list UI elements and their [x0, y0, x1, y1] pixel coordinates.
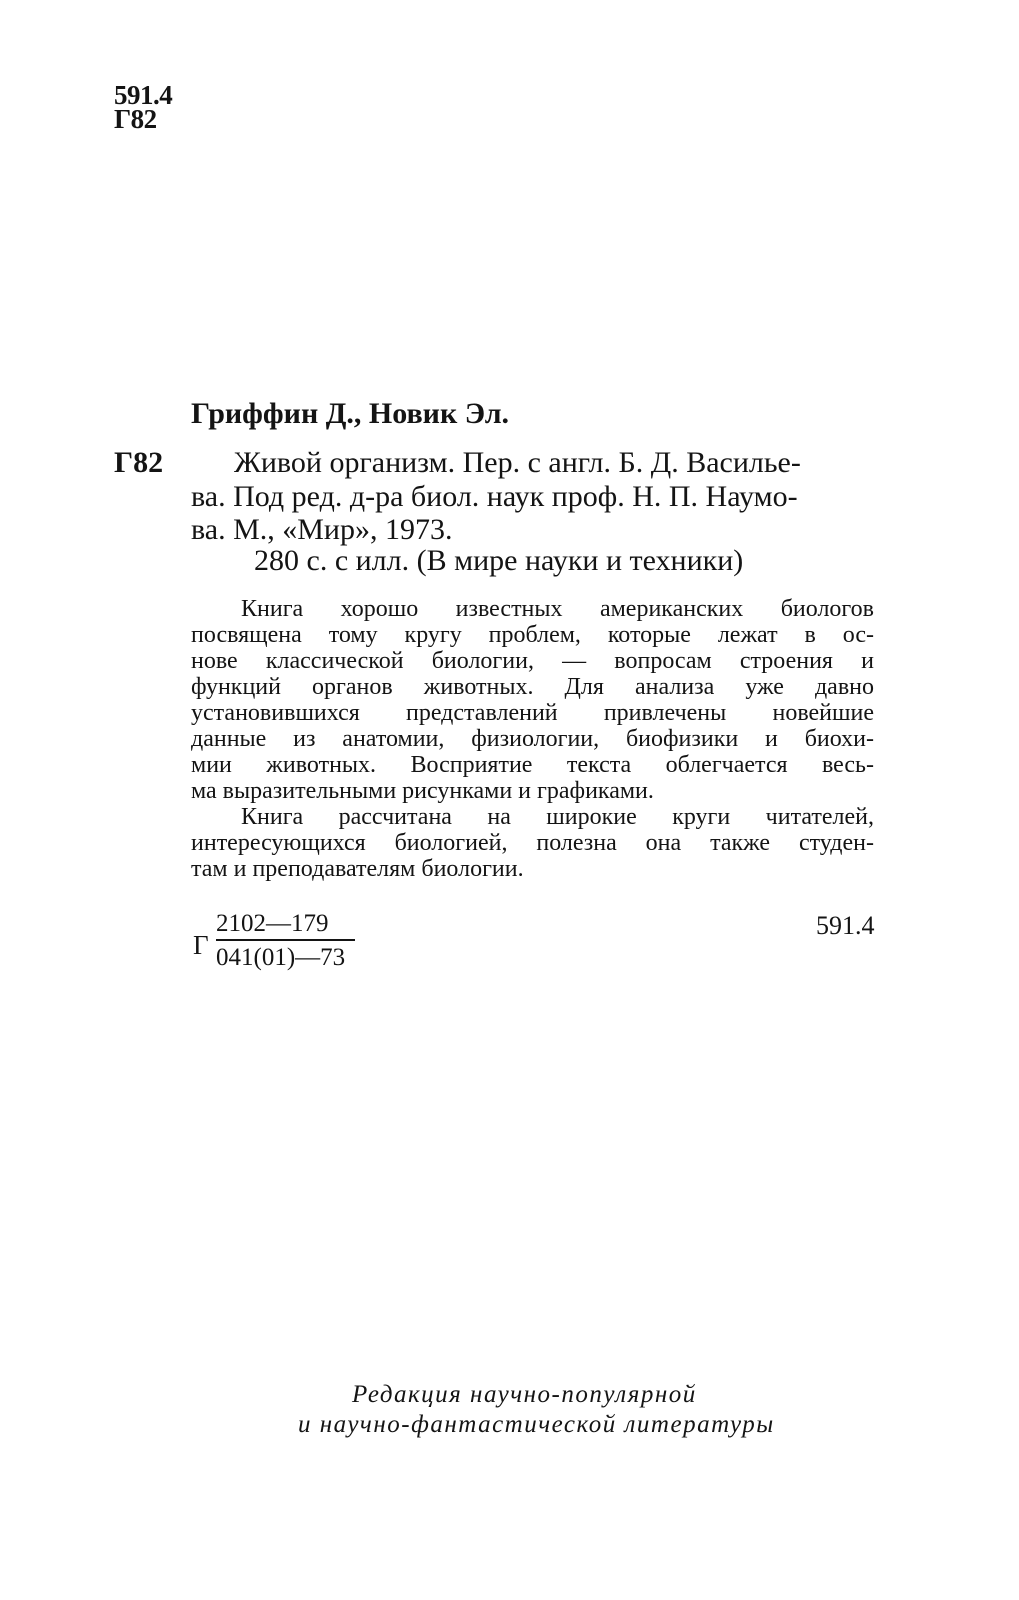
bibliographic-line: ва. Под ред. д-ра биол. наук проф. Н. П. Наумо- [191, 480, 798, 513]
annotation-line: данные из анатомии, физиологии, биофизики и биохи- [191, 726, 874, 752]
bibliographic-line: Живой организм. Пер. с англ. Б. Д. Василье- [234, 446, 801, 479]
annotation-line: Книга хорошо известных американских биологов [241, 596, 874, 622]
udc-index-top: 591.4 [114, 80, 173, 110]
annotation-line: интересующихся биологией, полезна она также студен- [191, 830, 874, 856]
imprint-line: и научно-фантастической литературы [298, 1411, 775, 1438]
annotation-line: установившихся представлений привлечены новейшие [191, 700, 874, 726]
annotation-line: Книга рассчитана на широкие круги читателей, [241, 804, 874, 830]
annotation-line: функций органов животных. Для анализа уже давно [191, 674, 874, 700]
annotation-line: нове классической биологии, — вопросам строения и [191, 648, 874, 674]
annotation-line: посвящена тому кругу проблем, которые лежат в ос- [191, 622, 874, 648]
catalog-index-prefix: Г [193, 930, 209, 960]
authors-heading: Гриффин Д., Новик Эл. [191, 397, 510, 430]
fraction-bar [216, 939, 355, 941]
annotation-line: ма выразительными рисунками и графиками. [191, 778, 654, 804]
bibliographic-line: ва. М., «Мир», 1973. [191, 513, 453, 546]
annotation-line: мии животных. Восприятие текста облегчается весь- [191, 752, 874, 778]
author-code-top: Г82 [114, 104, 157, 134]
imprint-line: Редакция научно-популярной [352, 1381, 697, 1408]
udc-index-right: 591.4 [816, 911, 875, 940]
catalog-index-numerator: 2102—179 [216, 910, 329, 937]
author-code-margin: Г82 [114, 446, 164, 479]
bibliographic-pages-series: 280 с. с илл. (В мире науки и техники) [254, 544, 744, 577]
annotation-line: там и преподавателям биологии. [191, 856, 524, 882]
catalog-index-denominator: 041(01)—73 [216, 944, 346, 971]
